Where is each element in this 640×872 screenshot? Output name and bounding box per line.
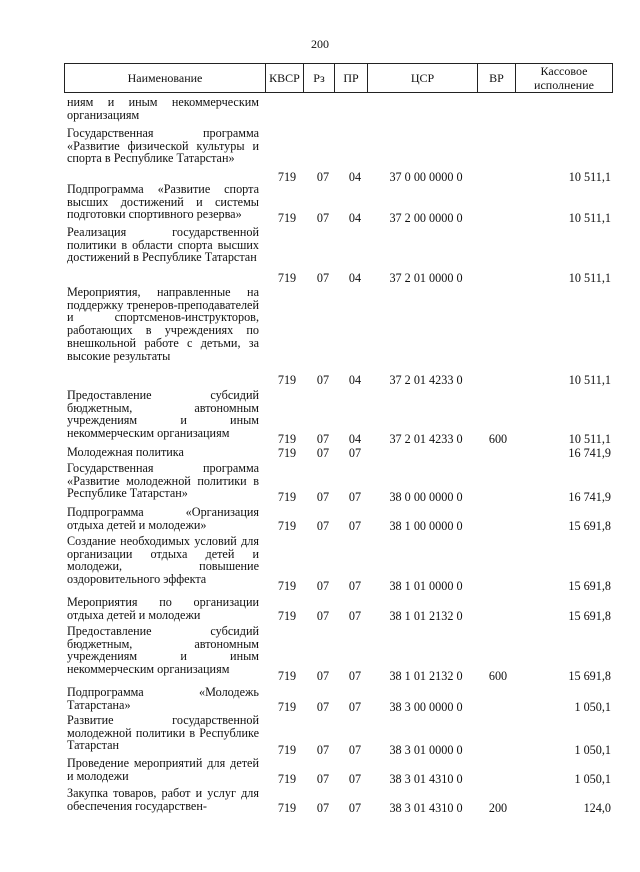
row-csr: 37 2 01 4233 0 xyxy=(389,373,463,387)
row-kvsr: 719 xyxy=(277,801,297,815)
row-kvsr: 719 xyxy=(277,432,297,446)
row-kvsr: 719 xyxy=(277,579,297,593)
row-rz: 07 xyxy=(316,801,330,815)
row-kvsr: 719 xyxy=(277,446,297,460)
row-name: Молодежная политика xyxy=(67,445,184,459)
row-pr: 07 xyxy=(348,490,362,504)
row-kvsr: 719 xyxy=(277,490,297,504)
row-csr: 38 3 01 4310 0 xyxy=(389,801,463,815)
row-csr: 37 0 00 0000 0 xyxy=(389,170,463,184)
row-pr: 04 xyxy=(348,432,362,446)
row-csr: 38 3 00 0000 0 xyxy=(389,700,463,714)
row-rz: 07 xyxy=(316,669,330,683)
row-csr: 38 3 01 4310 0 xyxy=(389,772,463,786)
row-rz: 07 xyxy=(316,490,330,504)
row-sum: 124,0 xyxy=(583,801,611,815)
row-csr: 37 2 01 4233 0 xyxy=(389,432,463,446)
header-csr: ЦСР xyxy=(368,64,478,92)
row-name: Проведение мероприятий для детей и молодежи xyxy=(67,756,259,783)
row-pr: 07 xyxy=(348,609,362,623)
row-sum: 10 511,1 xyxy=(568,373,611,387)
row-rz: 07 xyxy=(316,609,330,623)
row-name: Подпрограмма «Молодежь Татарстана» xyxy=(67,685,259,712)
row-name: Предоставление субсидий бюджетным, автономным учреждениям и иным некоммерческим организациям xyxy=(67,388,259,441)
row-rz: 07 xyxy=(316,519,330,533)
row-csr: 38 1 01 2132 0 xyxy=(389,669,463,683)
row-vr: 200 xyxy=(488,801,508,815)
row-csr: 37 2 00 0000 0 xyxy=(389,211,463,225)
row-rz: 07 xyxy=(316,211,330,225)
header-rz: Рз xyxy=(304,64,335,92)
row-pr: 07 xyxy=(348,772,362,786)
row-csr: 38 1 00 0000 0 xyxy=(389,519,463,533)
row-name: Создание необходимых условий для организации отдыха детей и молодежи, повышение оздоровительного эффекта xyxy=(67,534,259,587)
row-name: Мероприятия по организации отдыха детей и молодежи xyxy=(67,595,259,622)
row-rz: 07 xyxy=(316,700,330,714)
row-name: Развитие государственной молодежной политики в Республике Татарстан xyxy=(67,713,259,753)
row-pr: 04 xyxy=(348,170,362,184)
row-rz: 07 xyxy=(316,743,330,757)
row-sum: 15 691,8 xyxy=(568,669,611,683)
row-pr: 07 xyxy=(348,700,362,714)
row-pr: 07 xyxy=(348,743,362,757)
row-pr: 07 xyxy=(348,446,362,460)
row-rz: 07 xyxy=(316,579,330,593)
row-kvsr: 719 xyxy=(277,669,297,683)
row-pr: 07 xyxy=(348,669,362,683)
row-csr: 38 1 01 2132 0 xyxy=(389,609,463,623)
row-rz: 07 xyxy=(316,373,330,387)
row-kvsr: 719 xyxy=(277,743,297,757)
row-csr: 38 1 01 0000 0 xyxy=(389,579,463,593)
row-sum: 10 511,1 xyxy=(568,271,611,285)
row-name: Подпрограмма «Развитие спорта высших достижений и системы подготовки спортивного резерва» xyxy=(67,182,259,222)
header-vr: ВР xyxy=(478,64,516,92)
row-vr: 600 xyxy=(488,432,508,446)
row-pr: 04 xyxy=(348,211,362,225)
row-pr: 07 xyxy=(348,579,362,593)
row-kvsr: 719 xyxy=(277,170,297,184)
row-name: Подпрограмма «Организация отдыха детей и молодежи» xyxy=(67,505,259,532)
row-name: Закупка товаров, работ и услуг для обеспечения государствен- xyxy=(67,786,259,813)
row-csr: 38 0 00 0000 0 xyxy=(389,490,463,504)
row-vr: 600 xyxy=(488,669,508,683)
row-pr: 04 xyxy=(348,373,362,387)
row-sum: 10 511,1 xyxy=(568,170,611,184)
row-rz: 07 xyxy=(316,772,330,786)
row-name: Предоставление субсидий бюджетным, автономным учреждениям и иным некоммерческим организациям xyxy=(67,624,259,677)
row-kvsr: 719 xyxy=(277,772,297,786)
row-csr: 38 3 01 0000 0 xyxy=(389,743,463,757)
row-csr: 37 2 01 0000 0 xyxy=(389,271,463,285)
page-number: 200 xyxy=(311,37,329,51)
row-name: Реализация государственной политики в области спорта высших достижений в Республике Татарстан xyxy=(67,225,259,265)
row-rz: 07 xyxy=(316,271,330,285)
row-name: Мероприятия, направленные на поддержку тренеров-преподавателей и спортсменов-инструкторов, работающих в учреждениях по внешкольной работе с детьми, за высокие результаты xyxy=(67,285,259,363)
row-name: ниям и иным некоммерческим организациям xyxy=(67,95,259,122)
header-name: Наименование xyxy=(65,64,266,92)
row-sum: 16 741,9 xyxy=(568,490,611,504)
row-rz: 07 xyxy=(316,432,330,446)
row-sum: 10 511,1 xyxy=(568,211,611,225)
row-sum: 1 050,1 xyxy=(574,772,611,786)
row-name: Государственная программа «Развитие физической культуры и спорта в Республике Татарстан» xyxy=(67,126,259,166)
row-name: Государственная программа «Развитие молодежной политики в Республике Татарстан» xyxy=(67,461,259,501)
row-kvsr: 719 xyxy=(277,519,297,533)
row-pr: 07 xyxy=(348,519,362,533)
row-rz: 07 xyxy=(316,446,330,460)
header-kvsr: КВСР xyxy=(266,64,304,92)
row-kvsr: 719 xyxy=(277,373,297,387)
row-sum: 16 741,9 xyxy=(568,446,611,460)
row-kvsr: 719 xyxy=(277,700,297,714)
table-header xyxy=(64,63,613,93)
row-sum: 10 511,1 xyxy=(568,432,611,446)
header-pr: ПР xyxy=(335,64,368,92)
row-sum: 15 691,8 xyxy=(568,519,611,533)
row-sum: 1 050,1 xyxy=(574,743,611,757)
row-sum: 15 691,8 xyxy=(568,609,611,623)
row-pr: 07 xyxy=(348,801,362,815)
row-kvsr: 719 xyxy=(277,271,297,285)
row-pr: 04 xyxy=(348,271,362,285)
row-sum: 1 050,1 xyxy=(574,700,611,714)
row-sum: 15 691,8 xyxy=(568,579,611,593)
row-rz: 07 xyxy=(316,170,330,184)
header-sum: Кассовое исполнение xyxy=(534,64,594,92)
row-kvsr: 719 xyxy=(277,211,297,225)
row-kvsr: 719 xyxy=(277,609,297,623)
